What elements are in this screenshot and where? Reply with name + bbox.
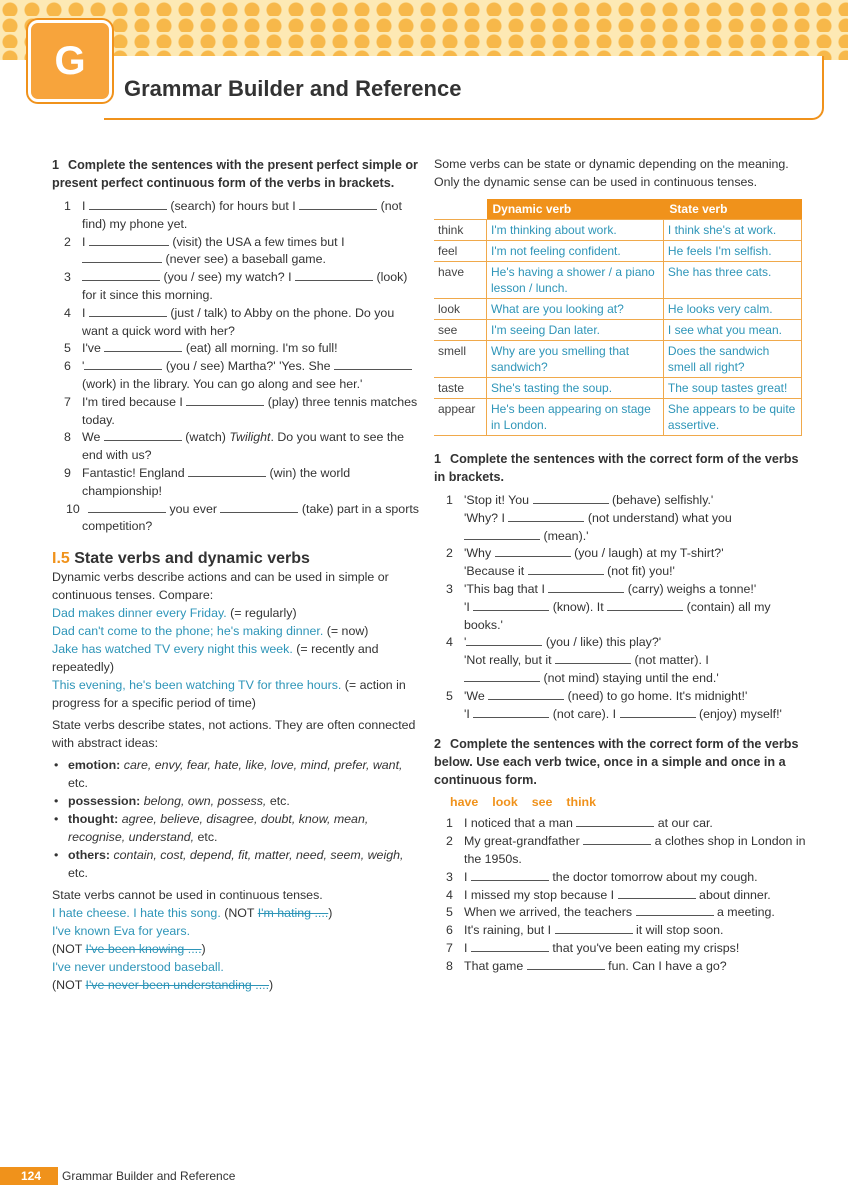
- list-item: 1 I (search) for hours but I (not find) my phone yet.: [64, 199, 402, 231]
- answer-blank[interactable]: [555, 922, 633, 934]
- example-line: Dad can't come to the phone; he's making dinner. (= now): [52, 624, 369, 639]
- list-item: 2 'Why (you / laugh) at my T-shirt?' 'Because it (not fit) you!': [446, 546, 724, 579]
- page-number: 124: [0, 1167, 58, 1185]
- answer-blank[interactable]: [471, 940, 549, 952]
- example-line: I hate cheese. I hate this song. (NOT I'm hating ....): [52, 906, 333, 921]
- answer-blank[interactable]: [295, 269, 373, 281]
- header-banner: [0, 0, 848, 60]
- list-item: 6 It's raining, but I it will stop soon.: [446, 923, 724, 938]
- example-line: Jake has watched TV every night this week. (= recently and repeatedly): [52, 642, 379, 675]
- verb-table: [434, 199, 802, 436]
- list-item: 7 I that you've been eating my crisps!: [446, 940, 740, 955]
- answer-blank[interactable]: [334, 358, 412, 370]
- list-item: 3 (you / see) my watch? I (look) for it since this morning.: [64, 270, 408, 302]
- word-option: look: [492, 795, 518, 810]
- list-item: 3 I the doctor tomorrow about my cough.: [446, 869, 758, 884]
- table-row: have He's having a shower / a piano lesson / lunch. She has three cats.: [434, 262, 802, 299]
- answer-blank[interactable]: [488, 688, 564, 700]
- answer-blank[interactable]: [508, 510, 584, 522]
- answer-blank[interactable]: [89, 305, 167, 317]
- answer-blank[interactable]: [299, 198, 377, 210]
- exercise-1-list: [434, 492, 806, 723]
- list-item: • thought: agree, believe, disagree, doubt, know, mean, recognise, understand, etc.: [52, 810, 420, 846]
- example-line: This evening, he's been watching TV for three hours. (= action in progress for a specific period of time): [52, 678, 406, 711]
- table-row: taste She's tasting the soup. The soup tastes great!: [434, 378, 802, 399]
- answer-blank[interactable]: [104, 429, 182, 441]
- answer-blank[interactable]: [82, 251, 162, 263]
- word-option: think: [566, 795, 597, 810]
- list-item: 4 I (just / talk) to Abby on the phone. Do you want a quick word with her?: [64, 305, 395, 338]
- exercise-1-instruction: 1 Complete the sentences with the present perfect simple or present perfect continuous form of the verbs in brackets.: [52, 158, 418, 190]
- right-column: [434, 155, 806, 976]
- example-line: Dad makes dinner every Friday. (= regularly): [52, 606, 297, 621]
- answer-blank[interactable]: [186, 394, 264, 406]
- exercise-1-instruction: 1 Complete the sentences with the correct form of the verbs in brackets.: [434, 452, 799, 484]
- answer-blank[interactable]: [576, 815, 654, 827]
- word-option: see: [531, 795, 553, 810]
- table-header: Dynamic verb State verb: [434, 199, 802, 220]
- answer-blank[interactable]: [220, 501, 298, 513]
- answer-blank[interactable]: [89, 234, 169, 246]
- answer-blank[interactable]: [618, 887, 696, 899]
- footer-text: Grammar Builder and Reference: [62, 1169, 236, 1183]
- answer-blank[interactable]: [527, 958, 605, 970]
- list-item: 9 Fantastic! England (win) the world championship!: [64, 465, 351, 498]
- page-title: Grammar Builder and Reference: [124, 76, 462, 101]
- answer-blank[interactable]: [104, 340, 182, 352]
- list-item: 1 I noticed that a man at our car.: [446, 816, 713, 831]
- list-item: 6 ' (you / see) Martha?' 'Yes. She (work) in the library. You can go along and see her.': [52, 358, 420, 394]
- list-item: • emotion: care, envy, fear, hate, like, love, mind, prefer, want, etc.: [52, 756, 420, 792]
- answer-blank[interactable]: [84, 358, 162, 370]
- list-item: 10 you ever (take) part in a sports competition?: [66, 501, 419, 534]
- section-letter-badge: G: [28, 20, 112, 102]
- word-option: have: [450, 795, 479, 810]
- answer-blank[interactable]: [636, 904, 714, 916]
- list-item: 2 My great-grandfather a clothes shop in London in the 1950s.: [446, 834, 806, 866]
- table-row: see I'm seeing Dan later. I see what you mean.: [434, 320, 802, 341]
- example-line: I've never understood baseball.: [52, 960, 224, 975]
- example-line: I've known Eva for years.: [52, 924, 191, 939]
- table-row: smell Why are you smelling that sandwich? Does the sandwich smell all right?: [434, 341, 802, 378]
- list-item: 1 'Stop it! You (behave) selfishly.' 'Why? I (not understand) what you (mean).': [446, 493, 732, 543]
- rule-text: State verbs cannot be used in continuous tenses.: [52, 888, 323, 903]
- table-row: look What are you looking at? He looks very calm.: [434, 299, 802, 320]
- answer-blank[interactable]: [473, 706, 549, 718]
- answer-blank[interactable]: [620, 706, 696, 718]
- answer-blank[interactable]: [528, 563, 604, 575]
- page-footer: [0, 1167, 300, 1185]
- answer-blank[interactable]: [533, 492, 609, 504]
- table-row: think I'm thinking about work. I think she's at work.: [434, 220, 802, 241]
- list-item: 5 I've (eat) all morning. I'm so full!: [64, 341, 338, 356]
- list-item: 3 'This bag that I (carry) weighs a tonne!' 'I (know). It (contain) all my books.': [446, 581, 771, 632]
- answer-blank[interactable]: [555, 652, 631, 664]
- answer-blank[interactable]: [82, 269, 160, 281]
- answer-blank[interactable]: [466, 634, 542, 646]
- list-item: 5 'We (need) to go home. It's midnight!' 'I (not care). I (enjoy) myself!': [446, 688, 782, 721]
- table-row: feel I'm not feeling confident. He feels I'm selfish.: [434, 241, 802, 262]
- answer-blank[interactable]: [471, 869, 549, 881]
- exercise-1-list: [52, 198, 420, 536]
- section-intro: Dynamic verbs describe actions and can be used in simple or continuous tenses. Compare:: [52, 570, 389, 603]
- answer-blank[interactable]: [464, 670, 540, 682]
- answer-blank[interactable]: [89, 198, 167, 210]
- list-item: • possession: belong, own, possess, etc.: [52, 792, 420, 810]
- example-line: (NOT I've been knowing ....): [52, 942, 206, 957]
- answer-blank[interactable]: [473, 599, 549, 611]
- state-verb-list: [52, 756, 420, 882]
- answer-blank[interactable]: [188, 465, 266, 477]
- example-line: (NOT I've never been understanding ....): [52, 978, 274, 993]
- section-heading: I.5 State verbs and dynamic verbs: [52, 550, 310, 568]
- answer-blank[interactable]: [548, 581, 624, 593]
- list-item: 7 I'm tired because I (play) three tennis matches today.: [64, 394, 418, 427]
- list-item: 8 That game fun. Can I have a go?: [446, 958, 727, 973]
- answer-blank[interactable]: [495, 545, 571, 557]
- table-row: appear He's been appearing on stage in London. She appears to be quite assertive.: [434, 399, 802, 436]
- list-item: 8 We (watch) Twilight. Do you want to see the end with us?: [64, 430, 405, 463]
- exercise-2-instruction: 2 Complete the sentences with the correct form of the verbs below. Use each verb twice, once in a simple and once in a continuous form.: [434, 737, 799, 788]
- table-intro: Some verbs can be state or dynamic depending on the meaning. Only the dynamic sense can be used in continuous tenses.: [434, 157, 789, 189]
- answer-blank[interactable]: [583, 833, 651, 845]
- list-item: 2 I (visit) the USA a few times but I (never see) a baseball game.: [64, 234, 345, 267]
- list-item: • others: contain, cost, depend, fit, matter, need, seem, weigh, etc.: [52, 846, 420, 882]
- list-item: 5 When we arrived, the teachers a meeting.: [446, 905, 775, 920]
- exercise-2-list: [434, 815, 806, 975]
- state-intro: State verbs describe states, not actions. They are often connected with abstract ideas:: [52, 718, 416, 751]
- list-item: 4 ' (you / like) this play?' 'Not really, but it (not matter). I (not mind) staying until the end.': [446, 635, 719, 685]
- left-column: [52, 156, 420, 994]
- answer-blank[interactable]: [464, 528, 540, 540]
- answer-blank[interactable]: [607, 599, 683, 611]
- list-item: 4 I missed my stop because I about dinner.: [446, 887, 771, 902]
- answer-blank[interactable]: [88, 501, 166, 513]
- word-box: [450, 795, 806, 809]
